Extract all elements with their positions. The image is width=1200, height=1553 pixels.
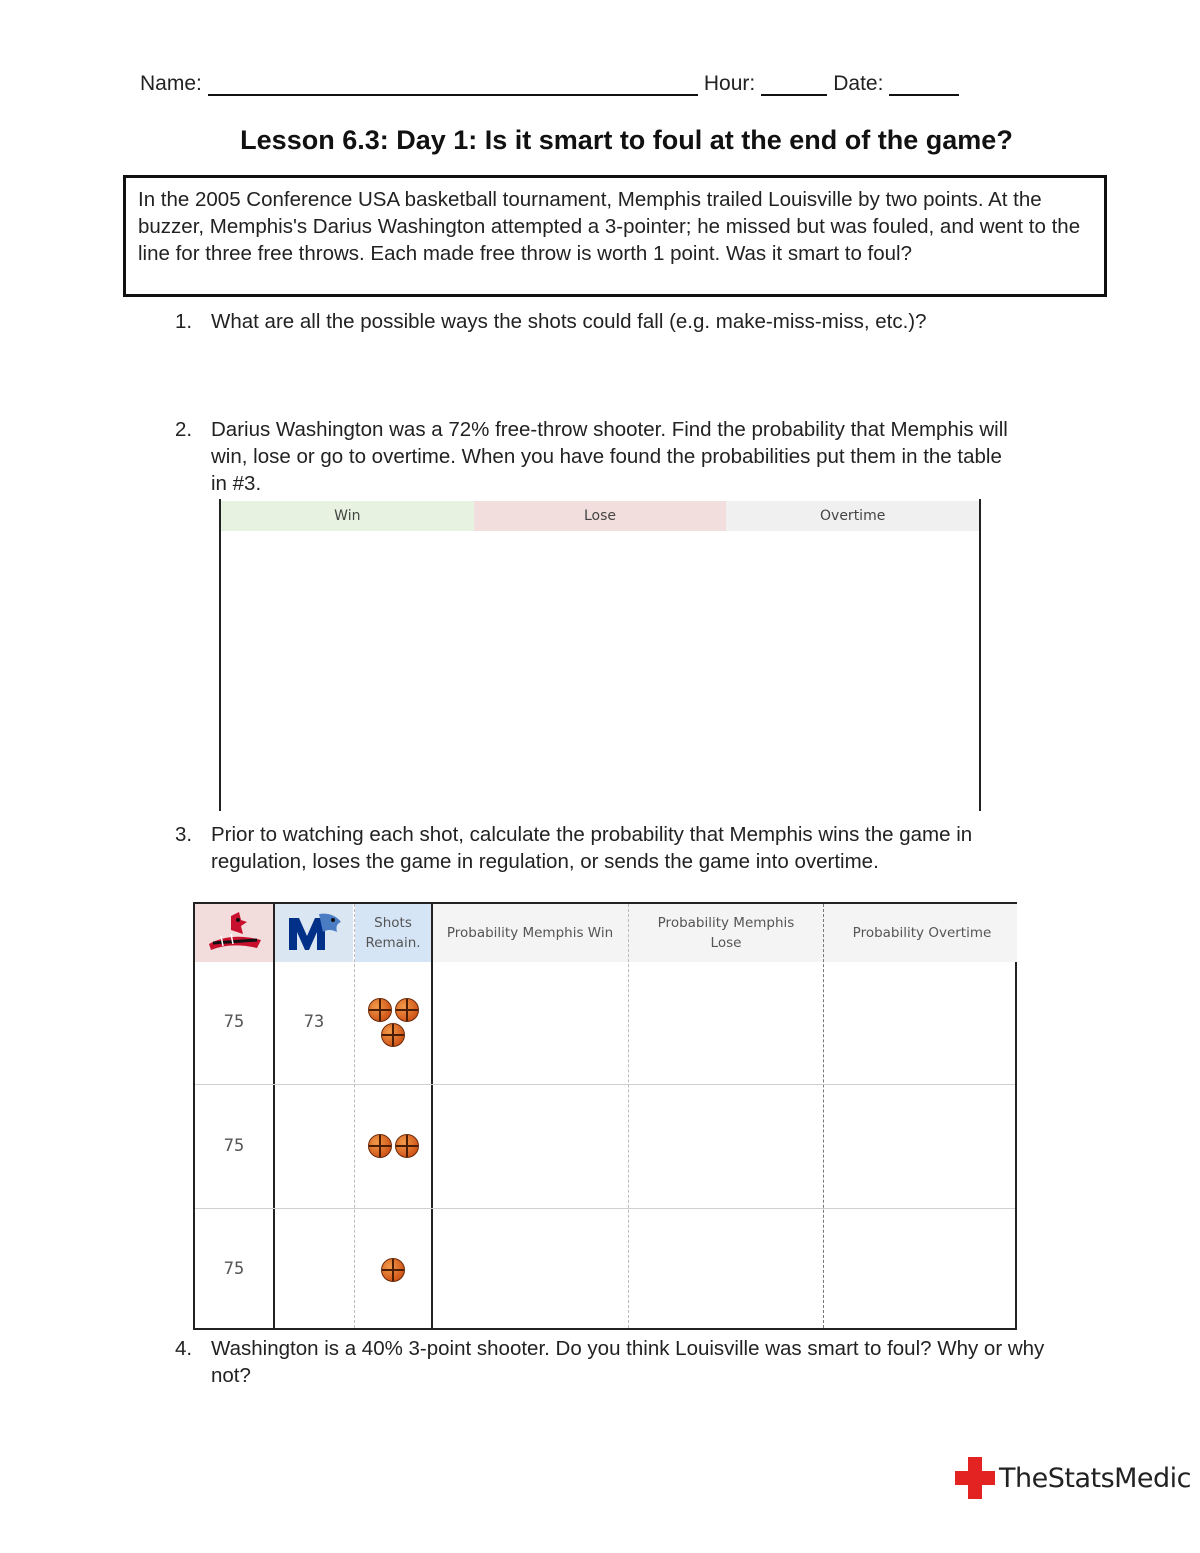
basketball-icon	[381, 1258, 405, 1282]
intro-text: In the 2005 Conference USA basketball tournament, Memphis trailed Louisville by two points. At the buzzer, Memphis's Darius Washington attempted a 3-pointer; he missed but was fouled, and went to the line for three free throws. Each made free throw is worth 1 point. Was it smart to foul?	[138, 188, 1081, 265]
question-text: Prior to watching each shot, calculate the probability that Memphis wins the game in regulation, loses the game in regulation, or sends the game into overtime.	[211, 823, 973, 873]
date-blank[interactable]	[889, 76, 959, 96]
question-2	[175, 416, 1055, 497]
red-cross-icon	[953, 1455, 997, 1501]
question-number: 3.	[175, 823, 193, 846]
probability-input-row[interactable]	[433, 1210, 1017, 1328]
basketball-icon	[368, 998, 392, 1022]
name-blank[interactable]	[208, 76, 698, 96]
row-divider	[195, 1084, 1015, 1085]
outcome-table	[219, 499, 981, 811]
divider	[273, 904, 275, 1328]
basketball-icon	[395, 998, 419, 1022]
intro-box	[123, 175, 1107, 297]
basketball-icon	[381, 1023, 405, 1047]
question-text: Washington is a 40% 3-point shooter. Do you think Louisville was smart to foul? Why or why not?	[211, 1337, 1045, 1387]
memphis-score: 73	[303, 1012, 325, 1032]
hour-label: Hour:	[703, 72, 756, 95]
header-prob-overtime: Probability Overtime	[852, 925, 992, 941]
probability-input-row[interactable]	[433, 964, 1017, 1084]
louisville-logo	[201, 910, 267, 956]
outcome-answer-area[interactable]	[221, 531, 979, 809]
shot-table	[193, 902, 1017, 1330]
row-divider	[195, 1208, 1015, 1209]
header-shots-remaining: Shots Remain.	[365, 915, 421, 951]
memphis-logo	[283, 910, 347, 956]
name-label: Name:	[140, 72, 202, 95]
question-3	[175, 821, 1025, 875]
question-number: 2.	[175, 418, 193, 441]
probability-input-row[interactable]	[433, 1086, 1017, 1208]
header-prob-lose: Probability Memphis Lose	[657, 915, 795, 951]
question-number: 4.	[175, 1337, 193, 1360]
page-title: Lesson 6.3: Day 1: Is it smart to foul at the end of the game?	[240, 125, 1013, 155]
question-4	[175, 1335, 1055, 1389]
header-fields	[140, 72, 1000, 96]
divider	[354, 904, 355, 1328]
brand-name: TheStatsMedic	[999, 1462, 1192, 1494]
louisville-score: 75	[223, 1259, 245, 1279]
louisville-score: 75	[223, 1136, 245, 1156]
basketball-icon	[368, 1134, 392, 1158]
outcome-header-lose: Lose	[474, 501, 727, 531]
outcome-header-win: Win	[221, 501, 474, 531]
question-1	[175, 308, 1055, 335]
outcome-header-overtime: Overtime	[726, 501, 979, 531]
basketball-icon	[395, 1134, 419, 1158]
question-text: What are all the possible ways the shots could fall (e.g. make-miss-miss, etc.)?	[211, 310, 927, 333]
louisville-score: 75	[223, 1012, 245, 1032]
question-text: Darius Washington was a 72% free-throw shooter. Find the probability that Memphis will win, lose or go to overtime. When you have found the probabilities put them in the table in #3.	[211, 418, 1008, 495]
stats-medic-logo	[953, 1455, 1191, 1501]
header-prob-win: Probability Memphis Win	[446, 925, 614, 941]
question-number: 1.	[175, 310, 193, 333]
date-label: Date:	[833, 72, 884, 95]
hour-blank[interactable]	[761, 76, 827, 96]
